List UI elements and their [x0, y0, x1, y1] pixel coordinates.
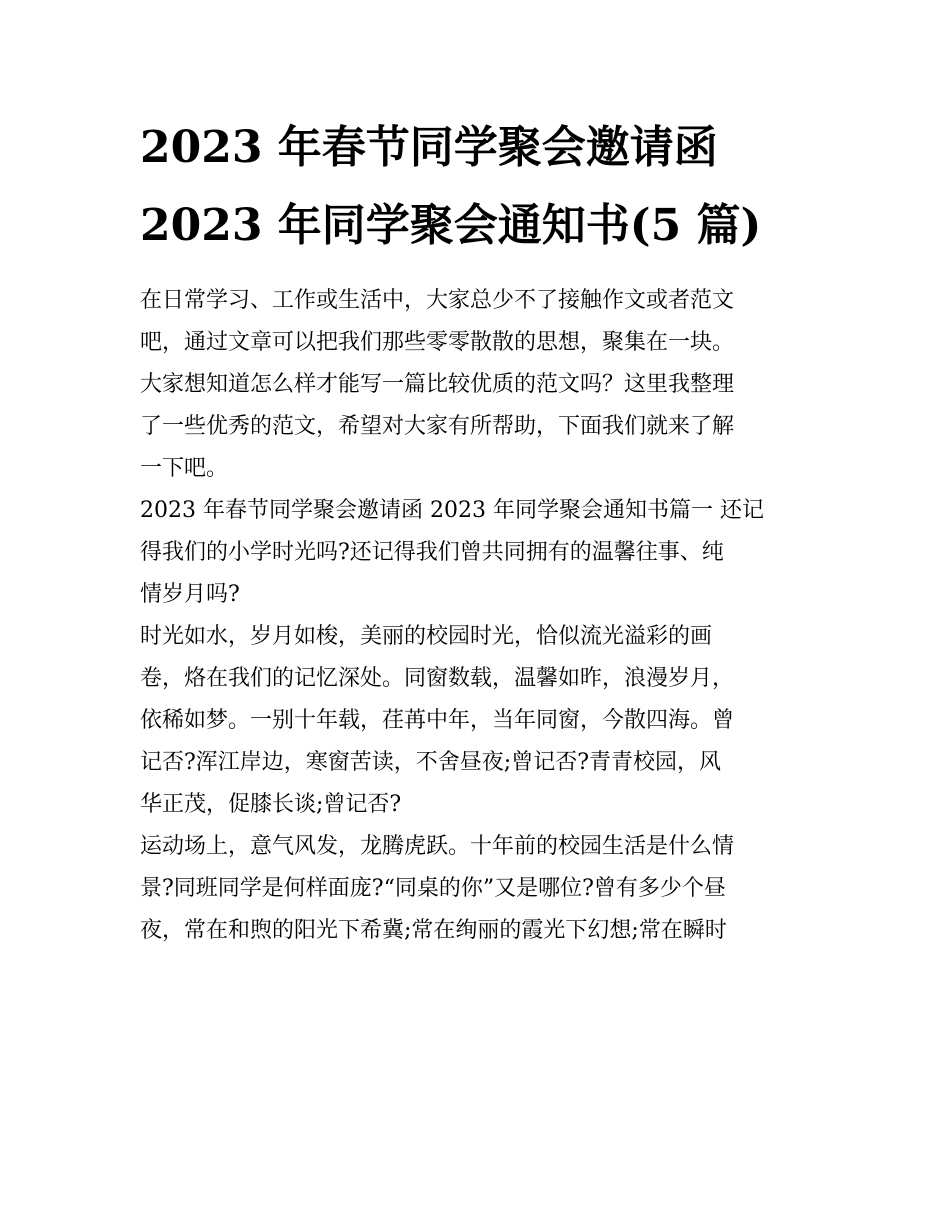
document-title-line-1: 2023 年春节同学聚会邀请函 — [140, 122, 718, 173]
body-line: 情岁月吗? — [140, 582, 240, 607]
body-line: 大家想知道怎么样才能写一篇比较优质的范文吗？这里我整理 — [140, 372, 735, 397]
body-line: 运动场上，意气风发，龙腾虎跃。十年前的校园生活是什么情 — [140, 834, 735, 859]
body-line: 一下吧。 — [140, 456, 229, 481]
body-line: 得我们的小学时光吗?还记得我们曾共同拥有的温馨往事、纯 — [140, 540, 724, 565]
body-line: 2023 年春节同学聚会邀请函 2023 年同学聚会通知书篇一 还记 — [140, 498, 764, 523]
body-line: 时光如水，岁月如梭，美丽的校园时光，恰似流光溢彩的画 — [140, 624, 713, 649]
body-line: 吧，通过文章可以把我们那些零零散散的思想，聚集在一块。 — [140, 330, 735, 355]
body-line: 夜，常在和煦的阳光下希冀;常在绚丽的霞光下幻想;常在瞬时 — [140, 918, 727, 943]
document-title-line-2: 2023 年同学聚会通知书(5 篇) — [140, 200, 762, 251]
body-line: 华正茂，促膝长谈;曾记否? — [140, 792, 402, 817]
body-line: 依稀如梦。一别十年载，荏苒中年，当年同窗，今散四海。曾 — [140, 708, 735, 733]
body-line: 了一些优秀的范文，希望对大家有所帮助，下面我们就来了解 — [140, 414, 735, 439]
body-line: 记否?浑江岸边，寒窗苦读，不舍昼夜;曾记否?青青校园，风 — [140, 750, 722, 775]
document-body — [140, 280, 820, 952]
body-line: 在日常学习、工作或生活中，大家总少不了接触作文或者范文 — [140, 288, 735, 313]
body-line: 景?同班同学是何样面庞?“同桌的你”又是哪位?曾有多少个昼 — [140, 876, 726, 901]
body-line: 卷，烙在我们的记忆深处。同窗数载，温馨如昨，浪漫岁月， — [140, 666, 735, 691]
